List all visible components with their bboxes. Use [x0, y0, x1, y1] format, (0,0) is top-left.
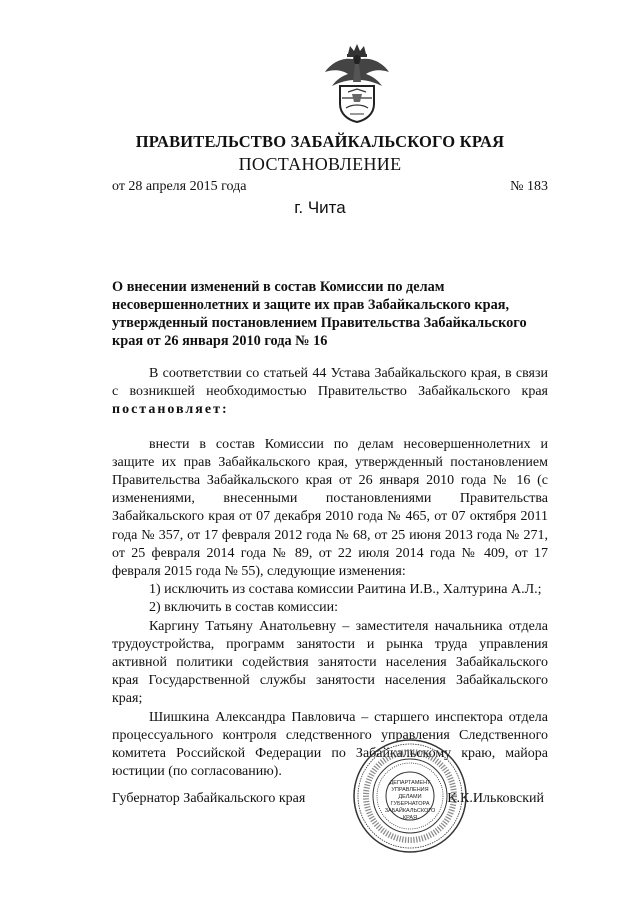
document-type: ПОСТАНОВЛЕНИЕ	[238, 154, 402, 174]
official-seal-stamp	[352, 738, 468, 854]
decree-word: постановляет:	[112, 402, 229, 418]
signatory-position: Губернатор Забайкальского края	[112, 791, 306, 806]
document-number: № 183	[510, 179, 548, 194]
member-paragraph-2: Шишкина Александра Павловича – старшего инспектора отдела процессуального контроля следственного управления Следственного комитета Российской Федерации по Забайкальскому краю, майора юстиции (по согласованию).	[112, 709, 548, 780]
svg-text:ДЕПАРТАМЕНТ: ДЕПАРТАМЕНТ	[389, 780, 431, 786]
svg-text:ДЕЛАМИ: ДЕЛАМИ	[398, 794, 422, 800]
list-item-1: 1) исключить из состава комиссии Раитина И.В., Халтурина А.Л.;	[149, 582, 542, 598]
document-city: г. Чита	[294, 198, 346, 217]
list-item-2: 2) включить в состав комиссии:	[149, 600, 338, 616]
preamble-paragraph	[112, 365, 548, 420]
document-subject: О внесении изменений в состав Комиссии по делам несовершеннолетних и защите их прав Забайкальского края, утвержденный постановлением Правительства Забайкальского края от 26 января 2010 года № 16	[112, 279, 527, 349]
paragraph-gap	[112, 420, 548, 436]
svg-text:КРАЯ: КРАЯ	[402, 815, 418, 821]
svg-text:ЗАБАЙКАЛЬСКОГО: ЗАБАЙКАЛЬСКОГО	[384, 808, 436, 814]
member-paragraph-1: Каргину Татьяну Анатольевну – заместителя начальника отдела трудоустройства, программ занятости и рынка труда управления активной политики содействия занятости населения Забайкальского края Государственной службы занятости населения Забайкальского края;	[112, 618, 548, 707]
main-paragraph: внести в состав Комиссии по делам несовершеннолетних и защите их прав Забайкальского края, утвержденный постановлением Правительства Забайкальского края от 26 января 2010 года № 16 (с изменениями, внесенными постановлениями Правительства Забайкальского края от 07 декабря 2010 года № 465, от 07 октября 2011 года № 357, от 17 февраля 2012 года № 68, от 25 июня 2013 года № 271, от 25 февраля 2014 года № 89, от 22 июля 2014 года № 409, от 17 февраля 2015 года № 55), следующие изменения:	[112, 436, 548, 580]
svg-text:ГУБЕРНАТОРА: ГУБЕРНАТОРА	[390, 801, 430, 807]
svg-text:УПРАВЛЕНИЯ: УПРАВЛЕНИЯ	[391, 787, 429, 793]
coat-of-arms-emblem	[322, 42, 392, 124]
document-date: от 28 апреля 2015 года	[112, 179, 247, 194]
signatory-name: К.К.Ильковский	[447, 791, 544, 806]
organization-title: ПРАВИТЕЛЬСТВО ЗАБАЙКАЛЬСКОГО КРАЯ	[135, 132, 505, 151]
document-body	[112, 365, 548, 781]
preamble-text: В соответствии со статьей 44 Устава Забайкальского края, в связи с возникшей необходимостью Правительство Забайкальского края	[112, 366, 548, 400]
